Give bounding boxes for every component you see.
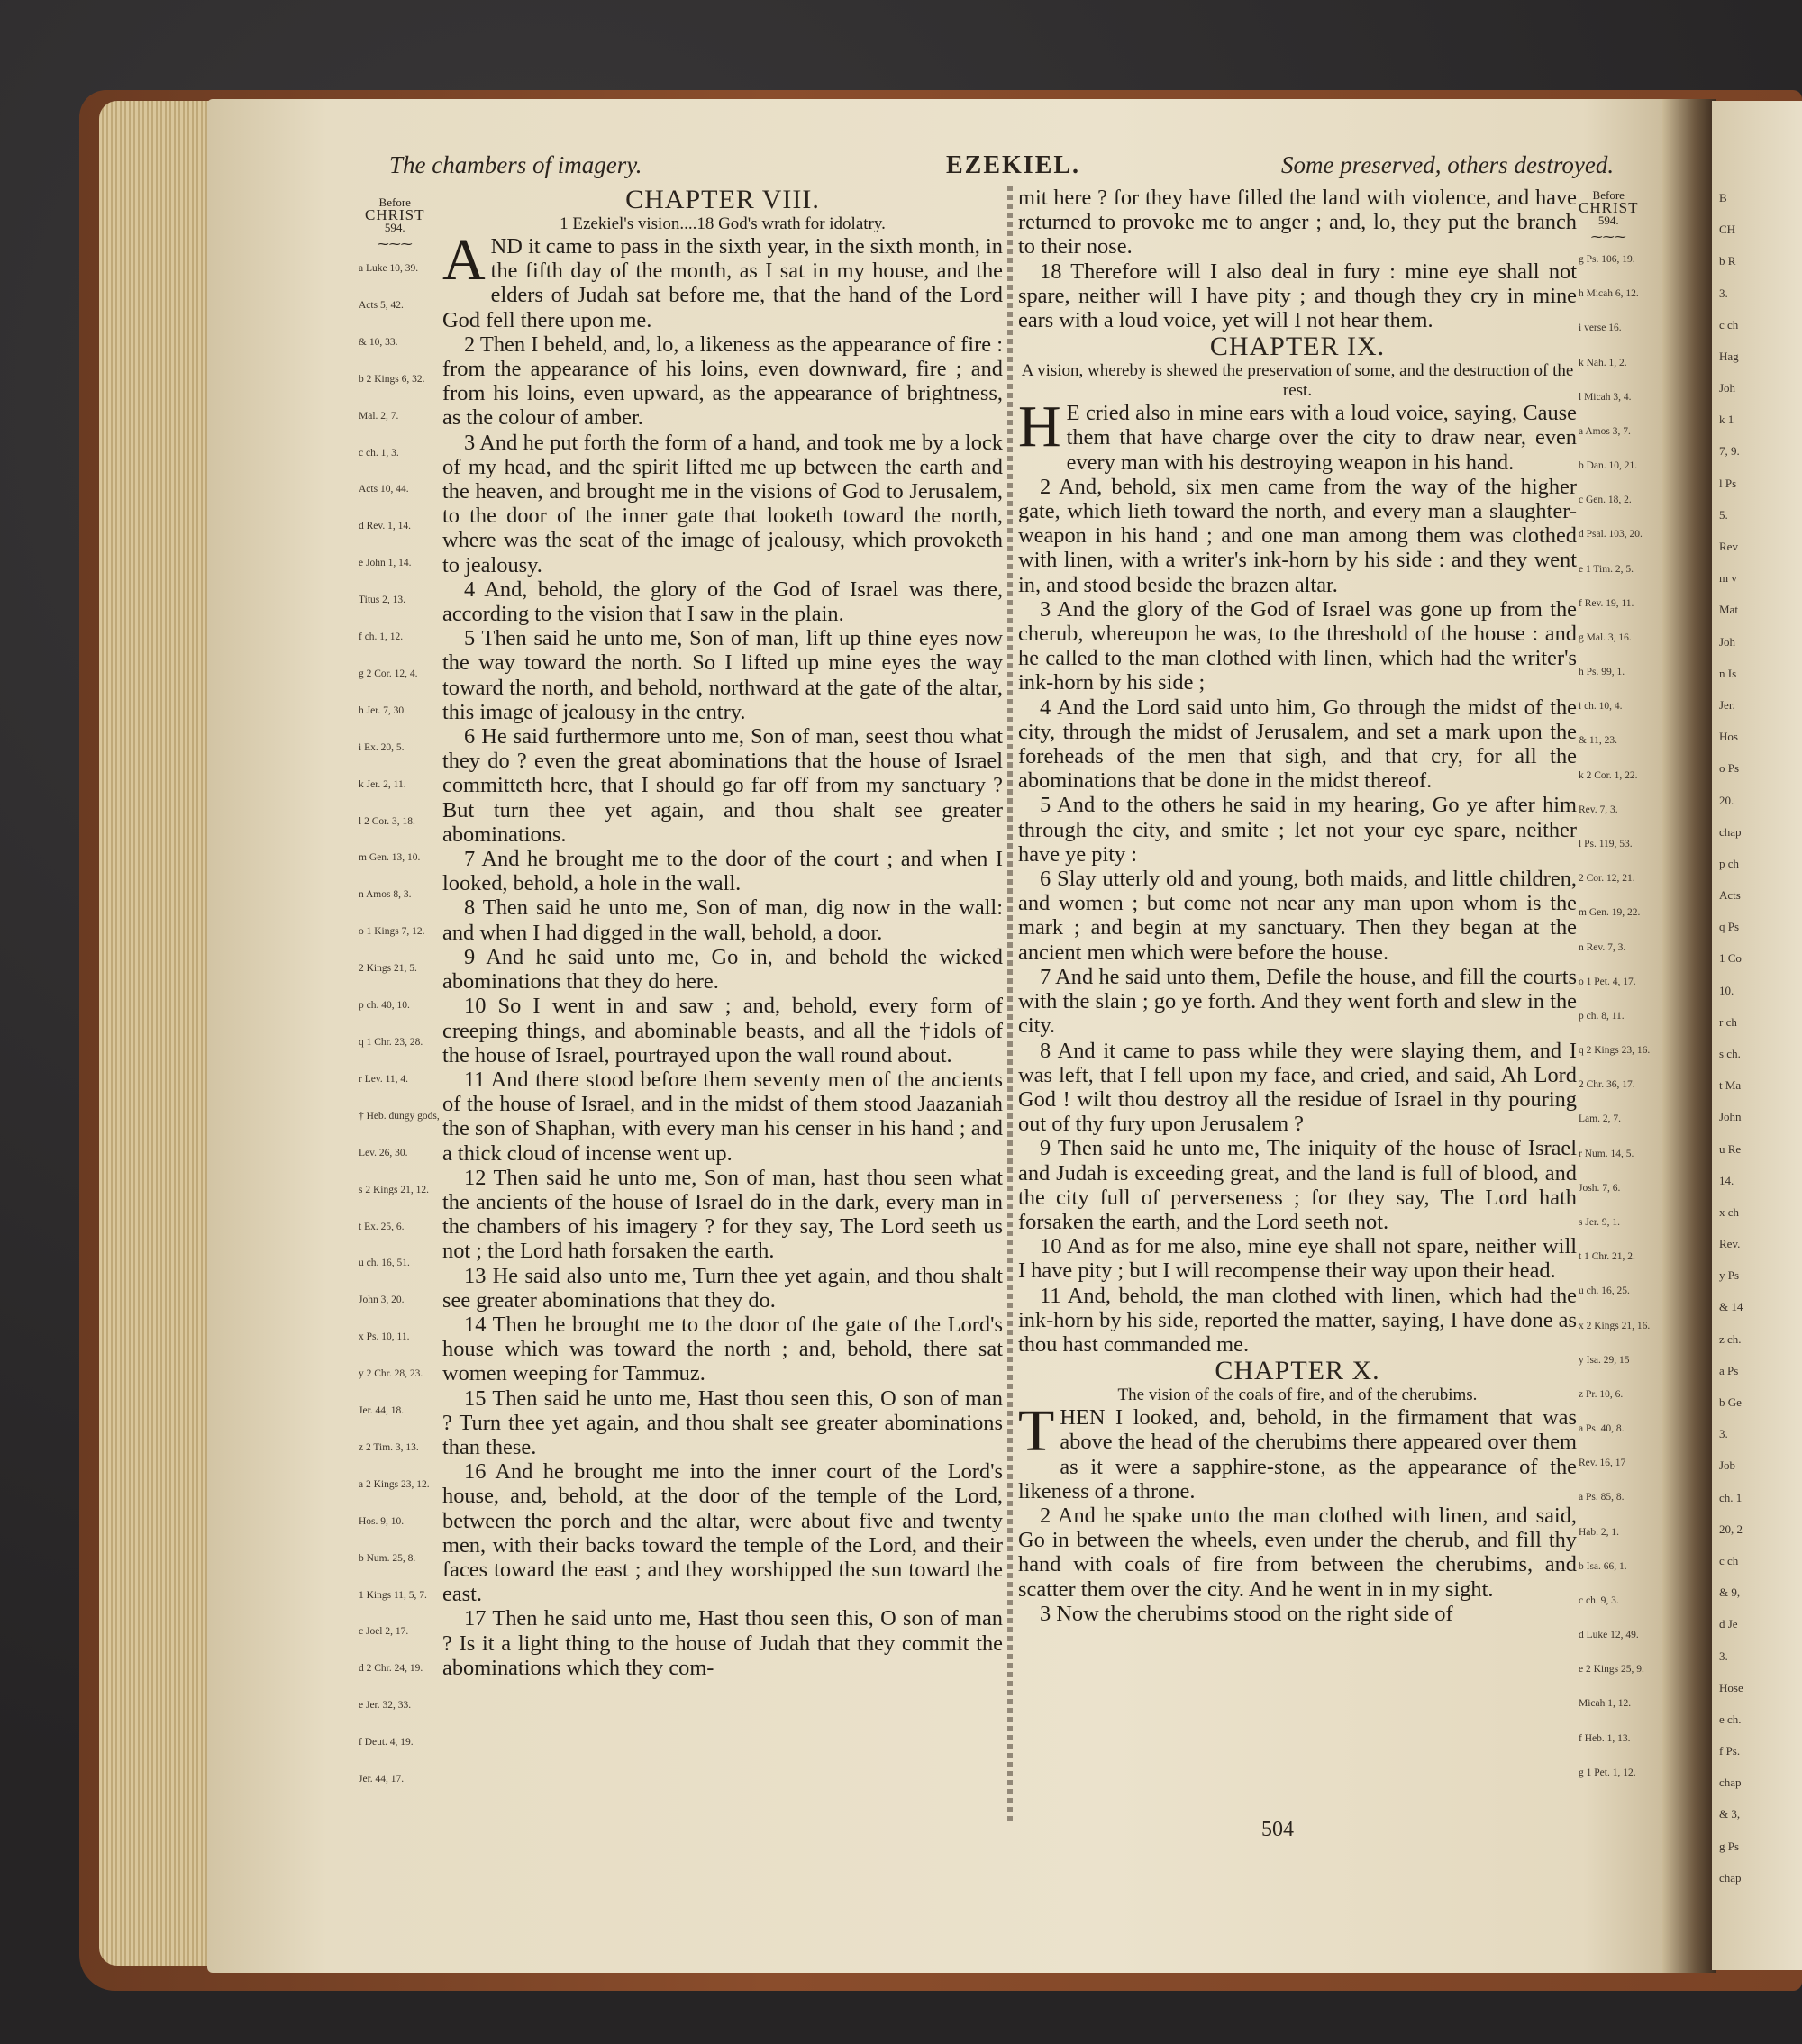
margin-reference: Mal. 2, 7. (359, 410, 399, 422)
chapter9-verse-10 (1018, 1234, 1577, 1283)
verse-text: 13 He said also unto me, Turn thee yet again, and thou shalt see greater abominations that they do. (442, 1263, 1003, 1313)
margin-reference: 2 Chr. 36, 17. (1579, 1079, 1635, 1091)
next-page-fragment: z ch. (1719, 1331, 1742, 1346)
margin-reference: e 1 Tim. 2, 5. (1579, 563, 1634, 575)
margin-reference: Jer. 44, 17. (359, 1774, 405, 1785)
verse-text: 2 Then I beheld, and, lo, a likeness as the appearance of fire : from the appearance of his loins, even downward, fire ; and from his loins, even upward, as the appearance of brightness, as the colour of amber. (442, 332, 1003, 431)
next-page-fragment: 3. (1719, 1427, 1728, 1441)
text-column-right (1018, 186, 1577, 1626)
margin-reference: n Rev. 7, 3. (1579, 941, 1626, 953)
verse-text: 6 Slay utterly old and young, both maids, and little children, and women ; but come not near any man upon whom is the mark ; and begin at my sanctuary. Then they began at the ancient men which were before the house. (1018, 867, 1577, 965)
next-page-fragment: q Ps (1719, 920, 1740, 934)
verse-text: 3 And he put forth the form of a hand, and took me by a lock of my head, and the spirit lifted me up between the earth and the heaven, and brought me in the visions of God to Jerusalem, to the door of the inner gate that looketh toward the north, where was the seat of the image of jealousy, which provoketh to jealousy. (442, 430, 1003, 577)
ornament-rule: ⁓⁓⁓ (1590, 230, 1626, 243)
margin-reference: g 1 Pet. 1, 12. (1579, 1767, 1636, 1778)
margin-reference: d Luke 12, 49. (1579, 1630, 1639, 1641)
margin-reference: & 10, 33. (359, 336, 398, 348)
next-page-fragment: x ch (1719, 1204, 1740, 1219)
chapter-8-title: CHAPTER VIII. (625, 185, 820, 214)
chapter10-verse-2 (1018, 1503, 1577, 1602)
before-label: Before (378, 195, 411, 209)
before-christ-right (1579, 189, 1638, 243)
margin-reference: l Ps. 119, 53. (1579, 839, 1633, 850)
margin-reference: a Ps. 40, 8. (1579, 1423, 1625, 1435)
next-page-fragment: Hag (1719, 349, 1739, 363)
margin-reference: q 1 Chr. 23, 28. (359, 1037, 423, 1048)
next-page-fragment: chap (1719, 1776, 1742, 1790)
chapter-10-verses (1018, 1398, 1577, 1626)
verse-text: 17 Then he said unto me, Hast thou seen this, O son of man ? Is it a light thing to the house of Judah that they commit the abominations which they com- (442, 1606, 1003, 1680)
margin-reference: Jer. 44, 18. (359, 1405, 405, 1417)
margin-reference: y 2 Chr. 28, 23. (359, 1368, 423, 1380)
margin-reference: b 2 Kings 6, 32. (359, 373, 425, 385)
verse-text: 4 And the Lord said unto him, Go through the midst of the city, through the midst of Jerusalem, and set a mark upon the foreheads of the men that sigh, and that cry, for all the abominations that be done in the midst thereof. (1018, 695, 1577, 794)
chapter10-dropcap: T (1018, 1398, 1055, 1465)
verse-text: 3 Now the cherubims stood on the right side of (1040, 1601, 1453, 1626)
margin-reference: s Jer. 9, 1. (1579, 1216, 1620, 1228)
margin-reference: i Ex. 20, 5. (359, 741, 405, 753)
margin-reference: n Amos 8, 3. (359, 889, 412, 901)
margin-reference: Acts 5, 42. (359, 299, 404, 311)
verse-text: 16 And he brought me into the inner court of the Lord's house, and, behold, at the door of the temple of the Lord, between the porch and the altar, were about five and twenty men, with their backs toward the temple of the Lord, and their faces toward the east ; and they worshipped the sun toward the east. (442, 1459, 1003, 1607)
next-page-fragment: & 3, (1719, 1807, 1741, 1821)
next-page-fragment: Mat (1719, 603, 1738, 617)
verse-continuation: mit here ? for they have filled the land with violence, and have returned to provoke me to anger ; and, lo, they put the branch to their nose. (1018, 186, 1577, 259)
next-page-fragment: t Ma (1719, 1078, 1742, 1093)
chapter10-verse-3 (1018, 1602, 1577, 1626)
margin-reference: e Jer. 32, 33. (359, 1700, 412, 1712)
chapter9-verse-4 (1018, 695, 1577, 794)
verse-text: ND it came to pass in the sixth year, in the sixth month, in the fifth day of the month, as I sat in my house, and the elders of Judah sat before me, that the hand of the Lord God fell there upon me. (442, 234, 1003, 332)
margin-reference: l 2 Cor. 3, 18. (359, 815, 415, 827)
verse-text: 15 Then said he unto me, Hast thou seen this, O son of man ? Turn thee yet again, and thou shalt see greater abominations than these. (442, 1385, 1003, 1459)
next-page-fragment: u Re (1719, 1141, 1742, 1156)
margin-reference: f Rev. 19, 11. (1579, 597, 1634, 609)
ornament-rule: ⁓⁓⁓ (377, 237, 413, 250)
chapter8-verse-6 (442, 724, 1003, 847)
margin-reference: d Psal. 103, 20. (1579, 529, 1643, 541)
margin-reference: 1 Kings 11, 5, 7. (359, 1589, 427, 1601)
margin-reference: h Micah 6, 12. (1579, 288, 1639, 300)
next-page-fragment: f Ps. (1719, 1744, 1741, 1758)
chapter8-verse-15 (442, 1386, 1003, 1460)
next-page-fragment: r ch (1719, 1014, 1737, 1029)
verse-text: 4 And, behold, the glory of the God of Israel was there, according to the vision that I saw in the plain. (442, 577, 1003, 627)
chapter9-verse-8 (1018, 1039, 1577, 1137)
next-page-fragment: d Je (1719, 1617, 1738, 1631)
verse-text: E cried also in mine ears with a loud voice, saying, Cause them that have charge over the city to draw near, even every man with his destroying weapon in his hand. (1066, 401, 1577, 475)
next-page-fragment: n Is (1719, 666, 1737, 680)
margin-reference: i ch. 10, 4. (1579, 701, 1623, 713)
verse-18: 18 Therefore will I also deal in fury : mine eye shall not spare, neither will I have pity ; and though they cry in mine ears with a loud voice, yet will I not hear them. (1018, 259, 1577, 333)
next-page-fragment: chap (1719, 824, 1742, 839)
verse-text: 10 So I went in and saw ; and, behold, every form of creeping things, and abominable beasts, and all the †idols of the house of Israel, pourtrayed upon the wall round about. (442, 994, 1003, 1067)
margin-reference: k Nah. 1, 2. (1579, 357, 1627, 368)
chapter8-verse-2 (442, 332, 1003, 431)
running-header-right: Some preserved, others destroyed. (1281, 151, 1615, 178)
margin-reference: c ch. 1, 3. (359, 447, 399, 459)
christ-label: CHRIST (1579, 199, 1639, 216)
chapter8-verse-1 (442, 227, 1003, 332)
next-page-fragment: Acts (1719, 888, 1741, 903)
next-page-fragment: c ch (1719, 317, 1739, 332)
margin-reference: Titus 2, 13. (359, 595, 405, 606)
margin-reference: e 2 Kings 25, 9. (1579, 1664, 1644, 1676)
page-number: 504 (1261, 1818, 1294, 1841)
margin-reference: Micah 1, 12. (1579, 1698, 1632, 1710)
chapter-10-title: CHAPTER X. (1215, 1356, 1380, 1386)
next-page-fragment: g Ps (1719, 1839, 1740, 1853)
margin-reference: p ch. 40, 10. (359, 1000, 410, 1012)
margin-reference: c ch. 9, 3. (1579, 1594, 1619, 1606)
chapter9-verse-3 (1018, 597, 1577, 695)
verse-text: 14 Then he brought me to the door of the gate of the Lord's house which was toward the north ; and, behold, there sat women weeping for Tammuz. (442, 1312, 1003, 1386)
chapter8-verse-7 (442, 847, 1003, 895)
next-page-fragment: B (1719, 191, 1727, 204)
chapter8-verse-13 (442, 1264, 1003, 1313)
next-page-fragment: Joh (1719, 381, 1736, 395)
next-page-fragment: 3. (1719, 1649, 1728, 1663)
margin-reference: d Rev. 1, 14. (359, 521, 412, 532)
next-page-fragment: b Ge (1719, 1395, 1742, 1410)
chapter9-verse-5 (1018, 793, 1577, 867)
chapter9-dropcap: H (1018, 394, 1061, 460)
margin-reference: John 3, 20. (359, 1295, 405, 1306)
chapter8-verse-9 (442, 945, 1003, 994)
margin-reference: r Num. 14, 5. (1579, 1148, 1634, 1159)
margin-reference: b Num. 25, 8. (359, 1552, 416, 1564)
margin-reference: f ch. 1, 12. (359, 631, 404, 643)
margin-reference: c Gen. 18, 2. (1579, 495, 1632, 506)
verse-text: 11 And there stood before them seventy men of the ancients of the house of Israel, and in the midst of them stood Jaazaniah the son of Shaphan, with every man his censer in his hand ; and a thick cloud of incense went up. (442, 1067, 1003, 1166)
margin-reference: Acts 10, 44. (359, 484, 409, 495)
chapter8-verse-11 (442, 1067, 1003, 1166)
chapter8-verse-3 (442, 431, 1003, 577)
margin-reference: u ch. 16, 51. (359, 1258, 410, 1269)
chapter8-verse-4 (442, 577, 1003, 626)
year-label: 594. (384, 221, 405, 234)
margin-reference: † Heb. dungy gods, (359, 1110, 440, 1122)
running-header-center: EZEKIEL. (946, 151, 1081, 179)
margin-reference: t Ex. 25, 6. (359, 1221, 405, 1232)
verse-text: 6 He said furthermore unto me, Son of man, seest thou what they do ? even the great abominations that the house of Israel committeth here, that I should go far off from my sanctuary ? But turn thee yet again, and thou shalt see greater abominations. (442, 724, 1003, 847)
margin-reference: h Jer. 7, 30. (359, 704, 407, 716)
next-page-fragment: & 14 (1719, 1300, 1743, 1314)
margin-reference: m Gen. 13, 10. (359, 852, 421, 864)
next-page-fragment: Job (1719, 1458, 1736, 1473)
margin-reference: k Jer. 2, 11. (359, 778, 406, 790)
book-gutter (1662, 99, 1716, 1973)
next-page-fragment: 1 Co (1719, 951, 1742, 966)
chapter9-verse-6 (1018, 867, 1577, 965)
next-page-fragment: 7, 9. (1719, 444, 1740, 459)
next-page-fragment: chap (1719, 1870, 1742, 1885)
margin-reference: d 2 Chr. 24, 19. (359, 1663, 423, 1675)
verse-text: 8 Then said he unto me, Son of man, dig now in the wall: and when I had digged in the wall, behold, a door. (442, 895, 1003, 945)
margin-reference: b Isa. 66, 1. (1579, 1560, 1627, 1572)
margin-reference: & 11, 23. (1579, 735, 1618, 747)
year-label: 594. (1597, 213, 1619, 227)
next-page-fragment: Rev (1719, 540, 1738, 554)
margin-reference: a Ps. 85, 8. (1579, 1492, 1625, 1503)
chapter10-verse-1 (1018, 1398, 1577, 1503)
next-page-fragment: 14. (1719, 1173, 1734, 1187)
next-page-fragment: CH (1719, 223, 1736, 237)
next-page-fragment: Jer. (1719, 697, 1735, 712)
margin-reference: z Pr. 10, 6. (1579, 1388, 1624, 1400)
next-page-fragment: ch. 1 (1719, 1490, 1743, 1504)
chapter8-verse-8 (442, 895, 1003, 944)
margin-reference: z 2 Tim. 3, 13. (359, 1441, 419, 1453)
margin-reference: Josh. 7, 6. (1579, 1182, 1621, 1194)
before-label: Before (1592, 188, 1625, 202)
next-page-fragment: 10. (1719, 983, 1734, 997)
margin-reference: u ch. 16, 25. (1579, 1285, 1630, 1297)
margin-reference: a Luke 10, 39. (359, 263, 419, 274)
margin-reference: h Ps. 99, 1. (1579, 667, 1625, 678)
next-page-fragment: 20, 2 (1719, 1522, 1743, 1536)
margin-reference: Hos. 9, 10. (359, 1515, 405, 1527)
next-page-fragment: o Ps (1719, 761, 1740, 776)
verse-text: 11 And, behold, the man clothed with linen, which had the ink-horn by his side, reported the matter, saying, I have done as thou hast commanded me. (1018, 1283, 1577, 1357)
margin-reference: m Gen. 19, 22. (1579, 907, 1641, 919)
page-edges (99, 101, 216, 1966)
verse-text: 7 And he said unto them, Defile the house, and fill the courts with the slain ; go ye forth. And they went forth and slew in the city. (1018, 964, 1577, 1039)
chapter9-verse-7 (1018, 965, 1577, 1039)
chapter8-verse-17 (442, 1606, 1003, 1680)
margin-reference: r Lev. 11, 4. (359, 1073, 409, 1085)
next-page-fragment: l Ps (1719, 476, 1737, 490)
margin-reference: Rev. 16, 17 (1579, 1458, 1626, 1469)
chapter8-verse-12 (442, 1166, 1003, 1264)
verse-text: 5 Then said he unto me, Son of man, lift up thine eyes now the way toward the north. So I lifted up mine eyes the way toward the north, and behold, northward at the gate of the altar, this image of jealousy in the entry. (442, 626, 1003, 724)
before-christ-left (365, 196, 424, 250)
next-page-fragment: a Ps (1719, 1363, 1739, 1377)
next-page-fragment: Joh (1719, 634, 1736, 649)
verse-text: 10 And as for me also, mine eye shall not spare, neither will I have pity ; but I will recompense their way upon their head. (1018, 1234, 1577, 1284)
margin-reference: g Mal. 3, 16. (1579, 631, 1632, 643)
verse-text: 8 And it came to pass while they were slaying them, and I was left, that I fell upon my face, and cried, and said, Ah Lord God ! wilt thou destroy all the residue of Israel in thy pouring out of thy fury upon Jerusalem ? (1018, 1038, 1577, 1137)
next-page-fragment: Rev. (1719, 1237, 1741, 1251)
next-page-fragment: e ch. (1719, 1712, 1742, 1726)
next-page-fragment: 3. (1719, 286, 1728, 300)
next-page-edge (1712, 101, 1802, 1970)
margin-reference: a 2 Kings 23, 12. (359, 1478, 430, 1490)
margin-reference: s 2 Kings 21, 12. (359, 1184, 429, 1195)
chapter8-dropcap: A (442, 227, 486, 293)
chapter9-verse-11 (1018, 1284, 1577, 1358)
margin-reference: Hab. 2, 1. (1579, 1526, 1620, 1538)
margin-reference: f Deut. 4, 19. (359, 1737, 414, 1749)
chapter-8-verses (442, 227, 1003, 1680)
margin-reference: e John 1, 14. (359, 558, 412, 569)
next-page-fragment: Hose (1719, 1680, 1743, 1694)
chapter9-verse-2 (1018, 475, 1577, 597)
next-page-fragment: 20. (1719, 793, 1734, 807)
margin-reference: b Dan. 10, 21. (1579, 460, 1638, 472)
next-page-fragment: 5. (1719, 507, 1728, 522)
margin-reference: o 1 Kings 7, 12. (359, 926, 425, 938)
next-page-fragment: m v (1719, 571, 1737, 586)
chapter-9-title: CHAPTER IX. (1209, 332, 1386, 362)
verse-text: 3 And the glory of the God of Israel was gone up from the cherub, whereupon he was, to the threshold of the house : and he called to the man clothed with linen, which had the writer's ink-horn by his side ; (1018, 596, 1577, 695)
margin-reference: 2 Kings 21, 5. (359, 963, 417, 975)
margin-reference: a Amos 3, 7. (1579, 425, 1631, 437)
verse-text: 2 And, behold, six men came from the way of the higher gate, which lieth toward the north, and every man a slaughter-weapon in his hand ; and one man among them was clothed with linen, with a writer's ink-horn by his side : and they went in, and stood beside the brazen altar. (1018, 474, 1577, 597)
chapter8-verse-16 (442, 1459, 1003, 1606)
column-divider (1007, 186, 1013, 1825)
running-header-left: The chambers of imagery. (389, 151, 642, 178)
next-page-fragment: & 9, (1719, 1585, 1741, 1600)
next-page-fragment: y Ps (1719, 1268, 1740, 1283)
margin-reference: 2 Cor. 12, 21. (1579, 873, 1635, 885)
chapter8-verse-10 (442, 994, 1003, 1067)
verse-text: 9 Then said he unto me, The iniquity of the house of Israel and Judah is exceeding great, and the land is full of blood, and the city full of perverseness ; for they say, The Lord hath forsaken the earth, and the Lord seeth not. (1018, 1136, 1577, 1234)
margin-reference: p ch. 8, 11. (1579, 1010, 1625, 1022)
verse-text: 9 And he said unto me, Go in, and behold the wicked abominations that they do here. (442, 944, 1003, 995)
next-page-fragment: Hos (1719, 730, 1738, 744)
verse-text: HEN I looked, and, behold, in the firmament that was above the head of the cherubims there appeared over them as it were a sapphire-stone, as the appearance of the likeness of a throne. (1018, 1405, 1577, 1503)
chapter-9-verses (1018, 394, 1577, 1357)
margin-reference: g 2 Cor. 12, 4. (359, 668, 418, 679)
next-page-fragment: b R (1719, 254, 1736, 268)
verse-text: 12 Then said he unto me, Son of man, hast thou seen what the ancients of the house of Israel do in the dark, every man in the chambers of his imagery ? for they say, The Lord seeth us not ; the Lord hath forsaken the earth. (442, 1165, 1003, 1264)
next-page-fragment: p ch (1719, 856, 1740, 870)
text-column-left (442, 186, 1003, 1680)
christ-label: CHRIST (365, 206, 425, 223)
margin-reference: q 2 Kings 23, 16. (1579, 1045, 1651, 1057)
margin-reference: y Isa. 29, 15 (1579, 1354, 1630, 1366)
margin-reference: Lam. 2, 7. (1579, 1113, 1621, 1125)
next-page-fragment: s ch. (1719, 1047, 1741, 1060)
margin-reference: x Ps. 10, 11. (359, 1331, 410, 1343)
verse-text: 2 And he spake unto the man clothed with linen, and said, Go in between the wheels, even under the cherub, and fill thy hand with coals of fire from between the cherubims, and scatter them over the city. And he went in in my sight. (1018, 1503, 1577, 1602)
chapter9-verse-1 (1018, 394, 1577, 475)
margin-reference: o 1 Pet. 4, 17. (1579, 976, 1636, 987)
margin-reference: i verse 16. (1579, 322, 1622, 334)
margin-reference: Lev. 26, 30. (359, 1147, 408, 1158)
margin-reference: c Joel 2, 17. (359, 1626, 409, 1638)
margin-reference: t 1 Chr. 21, 2. (1579, 1251, 1635, 1263)
next-page-fragment: c ch (1719, 1553, 1739, 1567)
margin-reference: f Heb. 1, 13. (1579, 1732, 1631, 1744)
chapter-8-summary: 1 Ezekiel's vision....18 God's wrath for idolatry. (560, 214, 886, 233)
verse-text: 5 And to the others he said in my hearing, Go ye after him through the city, and smite ; let not your eye spare, neither have ye pity : (1018, 793, 1577, 867)
chapter-9-summary: A vision, whereby is shewed the preservation of some, and the destruction of the rest. (1021, 361, 1574, 401)
margin-reference: g Ps. 106, 19. (1579, 254, 1635, 265)
chapter-10-summary: The vision of the coals of fire, and of the cherubims. (1117, 1385, 1478, 1405)
margin-reference: k 2 Cor. 1, 22. (1579, 769, 1638, 781)
chapter8-verse-5 (442, 626, 1003, 724)
margin-reference: l Micah 3, 4. (1579, 391, 1632, 403)
chapter8-verse-14 (442, 1313, 1003, 1386)
next-page-fragment: k 1 (1719, 413, 1734, 427)
margin-reference: Rev. 7, 3. (1579, 804, 1618, 815)
verse-text: 7 And he brought me to the door of the court ; and when I looked, behold, a hole in the wall. (442, 847, 1003, 896)
chapter9-verse-9 (1018, 1136, 1577, 1234)
next-page-fragment: John (1719, 1110, 1742, 1124)
margin-reference: x 2 Kings 21, 16. (1579, 1320, 1651, 1331)
